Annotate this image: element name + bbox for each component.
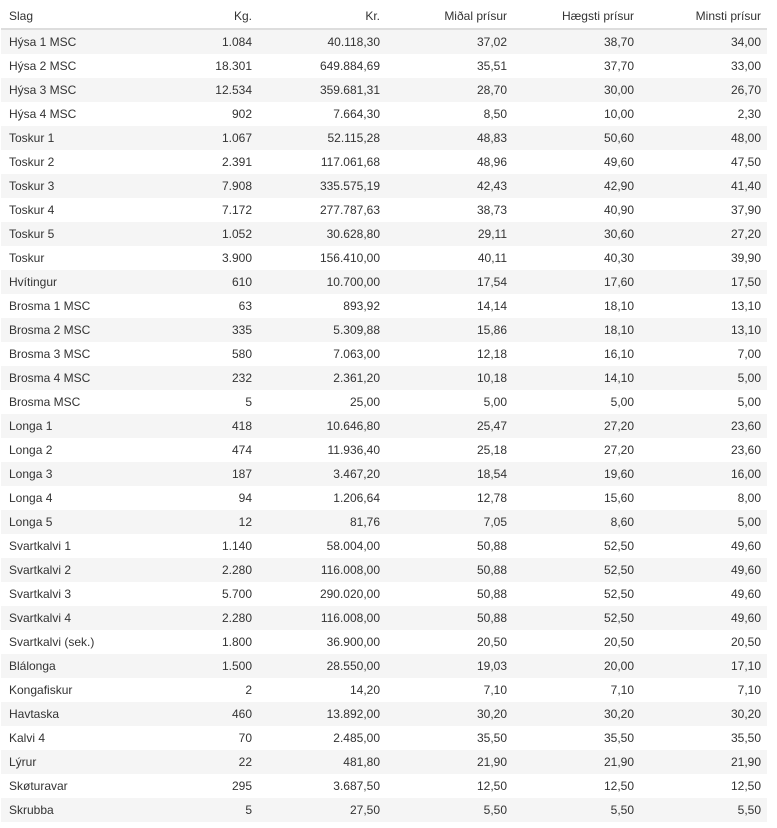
cell-kr: 10.700,00: [258, 270, 386, 294]
cell-lowest-price: 13,10: [640, 318, 767, 342]
table-row: [1, 294, 767, 318]
cell-highest-price: 52,50: [513, 558, 640, 582]
cell-species: Toskur 3: [1, 174, 131, 198]
cell-lowest-price: 37,90: [640, 198, 767, 222]
cell-lowest-price: 49,60: [640, 558, 767, 582]
cell-highest-price: 52,50: [513, 534, 640, 558]
cell-highest-price: 10,00: [513, 102, 640, 126]
cell-kr: 156.410,00: [258, 246, 386, 270]
cell-average-price: 21,90: [386, 750, 513, 774]
cell-species: Longa 4: [1, 486, 131, 510]
cell-kr: 36.900,00: [258, 630, 386, 654]
cell-kg: 295: [131, 774, 258, 798]
cell-kr: 117.061,68: [258, 150, 386, 174]
cell-lowest-price: 39,90: [640, 246, 767, 270]
cell-kg: 1.052: [131, 222, 258, 246]
cell-kg: 2.280: [131, 558, 258, 582]
cell-average-price: 19,03: [386, 654, 513, 678]
cell-lowest-price: 30,20: [640, 702, 767, 726]
cell-species: Brosma MSC: [1, 390, 131, 414]
cell-species: Hýsa 1 MSC: [1, 29, 131, 54]
cell-kr: 277.787,63: [258, 198, 386, 222]
table-row: [1, 486, 767, 510]
table-row: [1, 414, 767, 438]
cell-lowest-price: 13,10: [640, 294, 767, 318]
cell-lowest-price: 16,00: [640, 462, 767, 486]
cell-kg: 187: [131, 462, 258, 486]
cell-kr: 40.118,30: [258, 29, 386, 54]
cell-kr: 81,76: [258, 510, 386, 534]
cell-highest-price: 20,50: [513, 630, 640, 654]
table-row: [1, 702, 767, 726]
cell-kg: 7.172: [131, 198, 258, 222]
cell-species: Skøturavar: [1, 774, 131, 798]
cell-average-price: 40,11: [386, 246, 513, 270]
column-header-average-price[interactable]: Miðal prísur: [386, 4, 513, 29]
cell-lowest-price: 17,50: [640, 270, 767, 294]
cell-average-price: 18,54: [386, 462, 513, 486]
table-row: [1, 126, 767, 150]
table-row: [1, 78, 767, 102]
cell-kr: 7.664,30: [258, 102, 386, 126]
cell-lowest-price: 17,10: [640, 654, 767, 678]
cell-species: Brosma 1 MSC: [1, 294, 131, 318]
cell-lowest-price: 47,50: [640, 150, 767, 174]
cell-kg: 5.700: [131, 582, 258, 606]
cell-lowest-price: 20,50: [640, 630, 767, 654]
column-header-lowest-price[interactable]: Minsti prísur: [640, 4, 767, 29]
table-row: [1, 558, 767, 582]
cell-average-price: 50,88: [386, 558, 513, 582]
table-row: [1, 750, 767, 774]
cell-kg: 232: [131, 366, 258, 390]
cell-lowest-price: 33,00: [640, 54, 767, 78]
cell-lowest-price: 27,20: [640, 222, 767, 246]
cell-highest-price: 40,30: [513, 246, 640, 270]
cell-highest-price: 21,90: [513, 750, 640, 774]
cell-highest-price: 37,70: [513, 54, 640, 78]
table-row: [1, 222, 767, 246]
cell-kr: 116.008,00: [258, 606, 386, 630]
cell-kr: 649.884,69: [258, 54, 386, 78]
cell-highest-price: 35,50: [513, 726, 640, 750]
cell-kg: 610: [131, 270, 258, 294]
cell-kr: 2.485,00: [258, 726, 386, 750]
cell-highest-price: 5,50: [513, 798, 640, 822]
cell-average-price: 7,05: [386, 510, 513, 534]
cell-kr: 13.892,00: [258, 702, 386, 726]
cell-kg: 70: [131, 726, 258, 750]
cell-lowest-price: 49,60: [640, 606, 767, 630]
cell-kg: 22: [131, 750, 258, 774]
cell-highest-price: 14,10: [513, 366, 640, 390]
cell-kg: 2.280: [131, 606, 258, 630]
cell-lowest-price: 5,50: [640, 798, 767, 822]
cell-species: Havtaska: [1, 702, 131, 726]
cell-kg: 18.301: [131, 54, 258, 78]
cell-kg: 3.900: [131, 246, 258, 270]
cell-kg: 63: [131, 294, 258, 318]
table-row: [1, 606, 767, 630]
cell-species: Hýsa 2 MSC: [1, 54, 131, 78]
cell-kg: 5: [131, 390, 258, 414]
cell-highest-price: 30,20: [513, 702, 640, 726]
cell-average-price: 25,47: [386, 414, 513, 438]
cell-highest-price: 40,90: [513, 198, 640, 222]
cell-kg: 1.140: [131, 534, 258, 558]
cell-highest-price: 7,10: [513, 678, 640, 702]
cell-average-price: 50,88: [386, 534, 513, 558]
cell-average-price: 38,73: [386, 198, 513, 222]
table-row: [1, 318, 767, 342]
cell-species: Toskur 2: [1, 150, 131, 174]
cell-kg: 7.908: [131, 174, 258, 198]
cell-average-price: 20,50: [386, 630, 513, 654]
cell-average-price: 12,18: [386, 342, 513, 366]
cell-kr: 10.646,80: [258, 414, 386, 438]
cell-species: Svartkalvi (sek.): [1, 630, 131, 654]
cell-highest-price: 5,00: [513, 390, 640, 414]
column-header-highest-price[interactable]: Hægsti prísur: [513, 4, 640, 29]
cell-lowest-price: 23,60: [640, 438, 767, 462]
table-row: [1, 438, 767, 462]
cell-highest-price: 52,50: [513, 582, 640, 606]
cell-kg: 12.534: [131, 78, 258, 102]
table-row: [1, 678, 767, 702]
cell-average-price: 25,18: [386, 438, 513, 462]
cell-kg: 5: [131, 798, 258, 822]
cell-highest-price: 12,50: [513, 774, 640, 798]
table-row: [1, 726, 767, 750]
cell-kg: 335: [131, 318, 258, 342]
table-row: [1, 270, 767, 294]
cell-highest-price: 19,60: [513, 462, 640, 486]
cell-kr: 359.681,31: [258, 78, 386, 102]
price-table: [1, 4, 767, 822]
table-row: [1, 510, 767, 534]
cell-lowest-price: 26,70: [640, 78, 767, 102]
cell-highest-price: 30,60: [513, 222, 640, 246]
table-row: [1, 366, 767, 390]
cell-average-price: 37,02: [386, 29, 513, 54]
cell-average-price: 8,50: [386, 102, 513, 126]
cell-kr: 27,50: [258, 798, 386, 822]
cell-species: Hvítingur: [1, 270, 131, 294]
cell-kg: 2: [131, 678, 258, 702]
cell-species: Longa 5: [1, 510, 131, 534]
cell-kg: 1.084: [131, 29, 258, 54]
cell-average-price: 12,50: [386, 774, 513, 798]
cell-species: Toskur 1: [1, 126, 131, 150]
cell-average-price: 35,51: [386, 54, 513, 78]
table-row: [1, 102, 767, 126]
cell-kg: 94: [131, 486, 258, 510]
cell-lowest-price: 49,60: [640, 534, 767, 558]
cell-average-price: 7,10: [386, 678, 513, 702]
cell-kg: 460: [131, 702, 258, 726]
cell-lowest-price: 5,00: [640, 510, 767, 534]
cell-kr: 11.936,40: [258, 438, 386, 462]
cell-highest-price: 42,90: [513, 174, 640, 198]
cell-lowest-price: 5,00: [640, 390, 767, 414]
cell-kg: 1.800: [131, 630, 258, 654]
cell-species: Toskur 4: [1, 198, 131, 222]
cell-highest-price: 18,10: [513, 294, 640, 318]
cell-highest-price: 30,00: [513, 78, 640, 102]
cell-highest-price: 50,60: [513, 126, 640, 150]
cell-average-price: 28,70: [386, 78, 513, 102]
cell-species: Svartkalvi 3: [1, 582, 131, 606]
table-row: [1, 29, 767, 54]
cell-average-price: 48,96: [386, 150, 513, 174]
table-header: [1, 4, 767, 29]
cell-species: Brosma 3 MSC: [1, 342, 131, 366]
cell-average-price: 5,50: [386, 798, 513, 822]
table-row: [1, 654, 767, 678]
table-row: [1, 798, 767, 822]
cell-kr: 14,20: [258, 678, 386, 702]
cell-species: Svartkalvi 4: [1, 606, 131, 630]
cell-highest-price: 27,20: [513, 414, 640, 438]
cell-species: Brosma 2 MSC: [1, 318, 131, 342]
cell-kr: 2.361,20: [258, 366, 386, 390]
cell-highest-price: 15,60: [513, 486, 640, 510]
cell-highest-price: 38,70: [513, 29, 640, 54]
cell-average-price: 50,88: [386, 582, 513, 606]
cell-lowest-price: 8,00: [640, 486, 767, 510]
table-row: [1, 174, 767, 198]
cell-species: Longa 2: [1, 438, 131, 462]
cell-kr: 28.550,00: [258, 654, 386, 678]
cell-kr: 58.004,00: [258, 534, 386, 558]
cell-species: Toskur 5: [1, 222, 131, 246]
cell-species: Svartkalvi 1: [1, 534, 131, 558]
cell-highest-price: 27,20: [513, 438, 640, 462]
cell-average-price: 42,43: [386, 174, 513, 198]
table-row: [1, 150, 767, 174]
cell-kg: 1.067: [131, 126, 258, 150]
cell-species: Longa 1: [1, 414, 131, 438]
cell-average-price: 15,86: [386, 318, 513, 342]
cell-highest-price: 52,50: [513, 606, 640, 630]
cell-average-price: 10,18: [386, 366, 513, 390]
cell-kr: 52.115,28: [258, 126, 386, 150]
cell-kg: 580: [131, 342, 258, 366]
cell-average-price: 50,88: [386, 606, 513, 630]
cell-average-price: 29,11: [386, 222, 513, 246]
cell-highest-price: 16,10: [513, 342, 640, 366]
cell-kr: 3.687,50: [258, 774, 386, 798]
column-header-kr[interactable]: Kr.: [258, 4, 386, 29]
cell-lowest-price: 7,00: [640, 342, 767, 366]
cell-lowest-price: 41,40: [640, 174, 767, 198]
cell-kr: 30.628,80: [258, 222, 386, 246]
cell-kr: 3.467,20: [258, 462, 386, 486]
cell-kr: 290.020,00: [258, 582, 386, 606]
cell-average-price: 12,78: [386, 486, 513, 510]
cell-species: Skrubba: [1, 798, 131, 822]
cell-kg: 474: [131, 438, 258, 462]
table-row: [1, 630, 767, 654]
cell-species: Longa 3: [1, 462, 131, 486]
table-row: [1, 390, 767, 414]
cell-kg: 12: [131, 510, 258, 534]
cell-kr: 7.063,00: [258, 342, 386, 366]
cell-kg: 902: [131, 102, 258, 126]
table-row: [1, 342, 767, 366]
cell-kg: 2.391: [131, 150, 258, 174]
cell-lowest-price: 5,00: [640, 366, 767, 390]
cell-kr: 481,80: [258, 750, 386, 774]
cell-species: Lýrur: [1, 750, 131, 774]
cell-kr: 893,92: [258, 294, 386, 318]
table-body: [1, 29, 767, 822]
cell-average-price: 17,54: [386, 270, 513, 294]
cell-species: Svartkalvi 2: [1, 558, 131, 582]
cell-lowest-price: 23,60: [640, 414, 767, 438]
table-row: [1, 198, 767, 222]
cell-kg: 418: [131, 414, 258, 438]
header-row: [1, 4, 767, 29]
cell-kr: 1.206,64: [258, 486, 386, 510]
cell-species: Blálonga: [1, 654, 131, 678]
cell-species: Hýsa 4 MSC: [1, 102, 131, 126]
cell-kr: 25,00: [258, 390, 386, 414]
scroll-edge: [768, 0, 777, 828]
table-row: [1, 582, 767, 606]
table-row: [1, 54, 767, 78]
cell-highest-price: 17,60: [513, 270, 640, 294]
table-row: [1, 534, 767, 558]
cell-average-price: 5,00: [386, 390, 513, 414]
table-row: [1, 774, 767, 798]
column-header-species[interactable]: Slag: [1, 4, 131, 29]
table-row: [1, 246, 767, 270]
cell-kr: 5.309,88: [258, 318, 386, 342]
cell-lowest-price: 34,00: [640, 29, 767, 54]
cell-lowest-price: 48,00: [640, 126, 767, 150]
cell-lowest-price: 12,50: [640, 774, 767, 798]
cell-average-price: 35,50: [386, 726, 513, 750]
column-header-kg[interactable]: Kg.: [131, 4, 258, 29]
cell-lowest-price: 21,90: [640, 750, 767, 774]
cell-highest-price: 20,00: [513, 654, 640, 678]
cell-highest-price: 49,60: [513, 150, 640, 174]
cell-lowest-price: 49,60: [640, 582, 767, 606]
cell-kg: 1.500: [131, 654, 258, 678]
cell-species: Hýsa 3 MSC: [1, 78, 131, 102]
cell-average-price: 30,20: [386, 702, 513, 726]
cell-species: Kongafiskur: [1, 678, 131, 702]
cell-highest-price: 18,10: [513, 318, 640, 342]
cell-species: Toskur: [1, 246, 131, 270]
cell-average-price: 14,14: [386, 294, 513, 318]
cell-lowest-price: 7,10: [640, 678, 767, 702]
cell-lowest-price: 35,50: [640, 726, 767, 750]
cell-kr: 335.575,19: [258, 174, 386, 198]
cell-lowest-price: 2,30: [640, 102, 767, 126]
cell-species: Brosma 4 MSC: [1, 366, 131, 390]
cell-average-price: 48,83: [386, 126, 513, 150]
table-row: [1, 462, 767, 486]
cell-species: Kalvi 4: [1, 726, 131, 750]
cell-kr: 116.008,00: [258, 558, 386, 582]
price-table-container: [1, 4, 767, 822]
cell-highest-price: 8,60: [513, 510, 640, 534]
